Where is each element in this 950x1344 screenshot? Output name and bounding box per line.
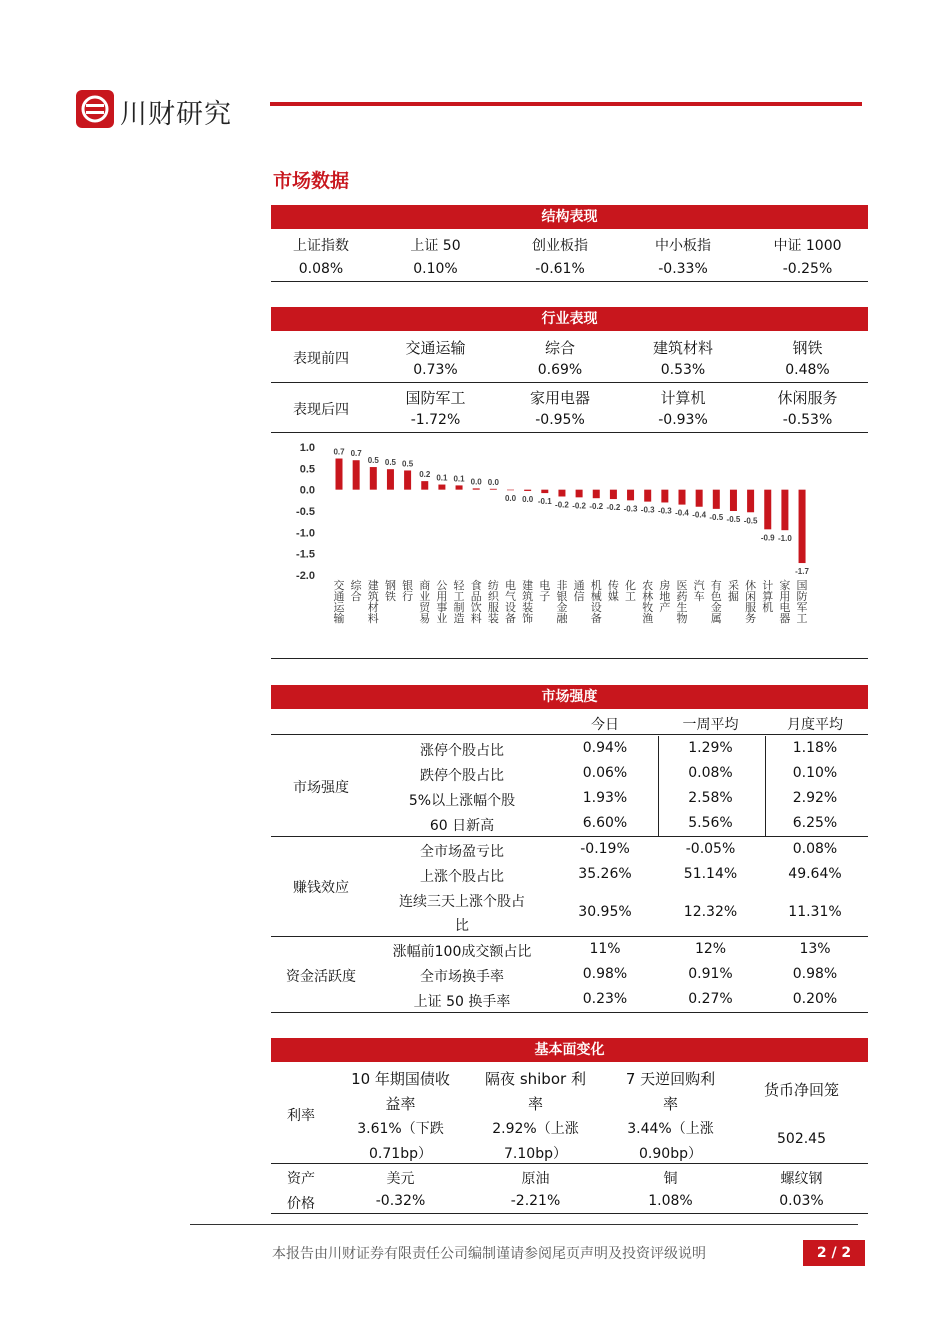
chart-bar	[473, 488, 480, 489]
strength-row-value: 0.91%	[688, 966, 733, 982]
chart-bar	[627, 490, 634, 501]
rate-value: 3.44%（上涨	[627, 1121, 714, 1137]
structure-val-2: 0.10%	[413, 261, 458, 277]
asset-label: 资产	[287, 1171, 315, 1187]
x-category-label: 轻工制造	[453, 579, 465, 625]
chart-bar	[610, 490, 617, 499]
strength-group-label: 赚钱效应	[293, 880, 349, 896]
rate-head: 率	[527, 1095, 543, 1113]
chart-bar	[507, 490, 514, 491]
chart-data-label: -0.5	[726, 515, 741, 524]
chart-bar	[576, 490, 583, 498]
industry-bottom-name-4: 休闲服务	[777, 389, 838, 407]
chart-data-label: 0.7	[333, 447, 345, 457]
strength-row-value: 13%	[799, 941, 831, 957]
chart-bar	[490, 489, 497, 490]
x-category-label: 综合	[350, 579, 362, 603]
strength-row-value: 12%	[694, 941, 727, 957]
rate-value: 7.10bp）	[504, 1146, 567, 1162]
structure-val-4: -0.33%	[658, 261, 708, 277]
structure-header: 结构表现	[271, 205, 868, 229]
x-category-label: 房地产	[659, 579, 671, 614]
chart-data-label: -0.2	[606, 503, 621, 513]
strength-row-value: 0.06%	[582, 765, 628, 781]
industry-top-name-3: 建筑材料	[652, 339, 713, 357]
strength-row-value: 1.29%	[688, 740, 733, 756]
strength-row-value: 0.10%	[792, 765, 838, 781]
rate-value: 502.45	[777, 1131, 826, 1147]
chart-bar	[541, 490, 548, 493]
rate-head: 益率	[385, 1095, 416, 1113]
strength-row-value: 1.18%	[792, 740, 838, 756]
y-tick-label: 0.5	[299, 463, 315, 476]
strength-row-value: 0.98%	[792, 966, 838, 982]
chart-data-label: 0.5	[402, 459, 414, 469]
chart-bar	[696, 490, 703, 507]
chart-data-label: 0.0	[522, 494, 534, 504]
rate-value: 0.90bp）	[639, 1146, 702, 1162]
strength-row-name: 全市场盈亏比	[420, 844, 504, 860]
strength-row-value: 1.93%	[582, 790, 628, 806]
chart-bar	[679, 490, 686, 505]
x-category-label: 国防军工	[796, 579, 808, 625]
structure-col-1: 上证指数	[293, 238, 349, 254]
y-tick-label: 1.0	[299, 442, 315, 454]
chart-bar	[404, 470, 411, 489]
chart-bar	[370, 467, 377, 490]
chart-data-label: -1.7	[795, 567, 809, 577]
rate-head: 货币净回笼	[763, 1081, 839, 1099]
x-category-label: 机械设备	[590, 579, 602, 625]
chart-data-label: -0.2	[572, 501, 586, 511]
strength-row-value: 6.25%	[792, 815, 838, 831]
chart-data-label: 0.5	[367, 456, 379, 466]
x-category-label: 化工	[625, 579, 637, 603]
strength-row-value: 0.94%	[582, 740, 628, 756]
chart-data-label: 0.5	[384, 458, 397, 468]
strength-row-value: 0.98%	[582, 966, 628, 982]
structure-col-4: 中小板指	[655, 238, 711, 254]
asset-label: 价格	[287, 1196, 315, 1212]
chart-bar	[558, 490, 565, 497]
industry-bottom-label: 表现后四	[293, 402, 349, 418]
chart-data-label: 0.0	[470, 477, 482, 487]
structure-val-3: -0.61%	[535, 261, 585, 277]
strength-row-name: 连续三天上涨个股占	[399, 894, 525, 910]
section-title: 市场数据	[273, 170, 350, 192]
industry-header: 行业表现	[271, 307, 868, 331]
chart-bar	[713, 490, 720, 509]
strength-group-rule	[271, 936, 868, 937]
asset-name: 原油	[521, 1171, 550, 1187]
rate-head: 10 年期国债收	[351, 1070, 450, 1088]
structure-col-5: 中证 1000	[773, 238, 842, 254]
chart-bar	[456, 485, 463, 489]
x-category-label: 医药生物	[676, 579, 688, 625]
strength-row-value: 0.20%	[792, 991, 838, 1007]
footer-disclaimer: 本报告由川财证券有限责任公司编制谨请参阅尾页声明及投资评级说明	[272, 1246, 706, 1262]
asset-value: 0.03%	[779, 1193, 824, 1209]
asset-value: -2.21%	[510, 1193, 561, 1209]
industry-top-val-1: 0.73%	[413, 362, 458, 378]
strength-col-today: 今日	[591, 717, 619, 733]
x-category-label: 交通运输	[333, 579, 345, 625]
x-category-label: 建筑装饰	[522, 579, 534, 625]
industry-bottom-val-2: -0.95%	[535, 412, 585, 428]
header-rule	[270, 102, 862, 106]
industry-bar-chart	[271, 436, 868, 658]
chart-data-label: -0.3	[640, 505, 655, 515]
rate-value: 2.92%（上涨	[492, 1121, 579, 1137]
x-category-label: 家用电器	[779, 579, 791, 625]
x-category-label: 建筑材料	[367, 579, 379, 625]
strength-group-label: 资金活跃度	[286, 969, 356, 985]
chart-data-label: -0.2	[589, 502, 604, 512]
strength-row-value: 35.26%	[578, 866, 632, 882]
chart-data-label: 0.1	[436, 473, 448, 483]
chart-bar	[764, 490, 771, 530]
rate-value: 3.61%（下跌	[357, 1121, 444, 1137]
industry-bottom-name-3: 计算机	[660, 389, 706, 407]
industry-bottom-val-1: -1.72%	[410, 412, 461, 428]
rate-label: 利率	[287, 1108, 315, 1124]
rate-head: 7 天逆回购利	[625, 1070, 716, 1088]
x-category-label: 公用事业	[436, 579, 448, 625]
chart-data-label: -0.3	[657, 506, 672, 516]
footer-rule	[190, 1224, 858, 1225]
fundamental-mid-rule	[271, 1163, 868, 1164]
chart-bar	[438, 485, 445, 490]
strength-row-name: 5%以上涨幅个股	[408, 793, 516, 809]
industry-bottom-val-4: -0.53%	[782, 412, 833, 428]
x-category-label: 有色金属	[710, 579, 722, 625]
y-tick-label: -2.0	[296, 570, 315, 582]
x-category-label: 采掘	[727, 579, 739, 603]
x-category-label: 电子	[539, 579, 551, 603]
strength-row-name: 上证 50 换手率	[413, 994, 511, 1010]
chart-bar	[524, 490, 531, 491]
x-category-label: 农林牧渔	[642, 579, 654, 625]
rate-value: 0.71bp）	[369, 1146, 432, 1162]
x-category-label: 计算机	[762, 579, 774, 614]
chart-bar	[781, 490, 788, 531]
industry-top-val-4: 0.48%	[785, 362, 830, 378]
strength-header-rule	[271, 734, 868, 735]
chart-data-label: -0.9	[760, 533, 775, 543]
strength-row-value: 5.56%	[688, 815, 733, 831]
x-category-label: 食品饮料	[470, 579, 482, 625]
chart-data-label: -0.4	[692, 510, 707, 520]
fundamental-header: 基本面变化	[271, 1038, 868, 1062]
x-category-label: 电气设备	[505, 579, 516, 625]
structure-col-3: 创业板指	[532, 238, 588, 254]
structure-col-2: 上证 50	[410, 238, 461, 254]
chart-bar	[421, 481, 428, 490]
page-number: 2 / 2	[803, 1240, 865, 1266]
asset-value: -0.32%	[375, 1193, 426, 1209]
chart-bar	[353, 460, 360, 489]
strength-row-value: 2.58%	[688, 790, 733, 806]
chart-data-label: -1.0	[778, 534, 792, 544]
chart-data-label: -0.1	[537, 497, 552, 507]
chart-bar	[644, 490, 651, 502]
chart-bar	[661, 490, 668, 503]
chart-bar	[747, 490, 754, 513]
chart-data-label: 0.2	[419, 470, 431, 480]
asset-value: 1.08%	[648, 1193, 693, 1209]
rate-head: 隔夜 shibor 利	[485, 1070, 586, 1088]
strength-row-value: 11.31%	[788, 904, 842, 920]
strength-row-value: 0.08%	[688, 765, 733, 781]
chart-data-label: -0.4	[675, 508, 689, 518]
strength-row-value: 49.64%	[788, 866, 842, 882]
industry-bottom-val-3: -0.93%	[658, 412, 708, 428]
y-tick-label: -0.5	[296, 506, 315, 518]
structure-val-1: 0.08%	[298, 261, 344, 277]
industry-top-val-2: 0.69%	[537, 362, 583, 378]
x-category-label: 休闲服务	[745, 579, 757, 625]
chart-data-label: -0.2	[555, 500, 569, 510]
chart-bar	[387, 469, 394, 489]
chart-data-label: -0.3	[623, 504, 638, 514]
fundamental-rule	[271, 1213, 868, 1214]
strength-row-value: 0.27%	[688, 991, 733, 1007]
chart-bar	[336, 459, 343, 490]
strength-row-value: -0.05%	[685, 841, 736, 857]
brand-logo-icon	[76, 90, 114, 128]
strength-col-week: 一周平均	[682, 717, 739, 733]
chart-data-label: 0.1	[453, 474, 465, 484]
strength-group-label: 市场强度	[293, 780, 349, 796]
industry-top-label: 表现前四	[293, 351, 349, 367]
y-tick-label: 0.0	[299, 484, 315, 497]
y-tick-label: -1.0	[296, 527, 315, 540]
x-category-label: 纺织服装	[487, 579, 499, 625]
industry-top-name-1: 交通运输	[405, 339, 466, 357]
strength-col-month: 月度平均	[787, 717, 843, 733]
industry-rule	[271, 432, 868, 433]
strength-rule	[271, 1012, 868, 1013]
x-category-label: 银行	[402, 579, 414, 603]
strength-group-rule	[271, 836, 868, 837]
strength-row-value: 11%	[589, 941, 621, 957]
brand-name: 川财研究	[120, 99, 232, 130]
industry-top-name-4: 钢铁	[792, 339, 823, 357]
x-category-label: 传媒	[607, 579, 619, 603]
industry-bottom-name-2: 家用电器	[529, 389, 590, 407]
asset-name: 美元	[386, 1171, 415, 1187]
chart-bar	[593, 490, 600, 499]
y-tick-label: -1.5	[296, 548, 315, 561]
asset-name: 螺纹钢	[780, 1171, 823, 1187]
rate-head: 率	[662, 1095, 678, 1113]
industry-top-val-3: 0.53%	[660, 362, 706, 378]
industry-bottom-name-1: 国防军工	[405, 389, 466, 407]
strength-row-value: 0.23%	[582, 991, 628, 1007]
chart-data-label: 0.7	[350, 449, 362, 459]
industry-top-name-2: 综合	[544, 339, 575, 357]
strength-row-name: 比	[455, 918, 469, 934]
chart-rule	[271, 658, 868, 659]
x-category-label: 钢铁	[384, 579, 396, 603]
chart-data-label: -0.5	[709, 512, 724, 522]
strength-row-value: 6.60%	[582, 815, 628, 831]
strength-row-value: 0.08%	[792, 841, 838, 857]
strength-row-name: 上涨个股占比	[420, 869, 504, 885]
strength-header: 市场强度	[271, 685, 868, 709]
strength-row-name: 60 日新高	[429, 818, 495, 834]
x-category-label: 非银金融	[556, 579, 568, 625]
strength-row-name: 涨停个股占比	[420, 743, 504, 759]
strength-row-name: 全市场换手率	[420, 969, 504, 985]
strength-row-name: 跌停个股占比	[420, 768, 504, 784]
strength-row-value: -0.19%	[580, 841, 630, 857]
x-category-label: 通信	[573, 579, 585, 603]
x-category-label: 商业贸易	[419, 579, 431, 625]
structure-rule	[271, 281, 868, 282]
strength-row-name: 涨幅前100成交额占比	[392, 944, 532, 960]
strength-row-value: 30.95%	[578, 904, 632, 920]
strength-row-value: 12.32%	[683, 904, 738, 920]
chart-data-label: -0.5	[743, 516, 758, 526]
chart-data-label: 0.0	[504, 494, 517, 504]
chart-bar	[799, 490, 806, 563]
strength-row-value: 2.92%	[792, 790, 838, 806]
strength-row-value: 51.14%	[683, 866, 738, 882]
x-category-label: 汽车	[693, 579, 705, 603]
asset-name: 铜	[663, 1171, 678, 1187]
industry-mid-rule	[271, 382, 868, 383]
chart-data-label: 0.0	[487, 477, 499, 487]
chart-bar	[730, 490, 737, 511]
structure-val-5: -0.25%	[782, 261, 833, 277]
